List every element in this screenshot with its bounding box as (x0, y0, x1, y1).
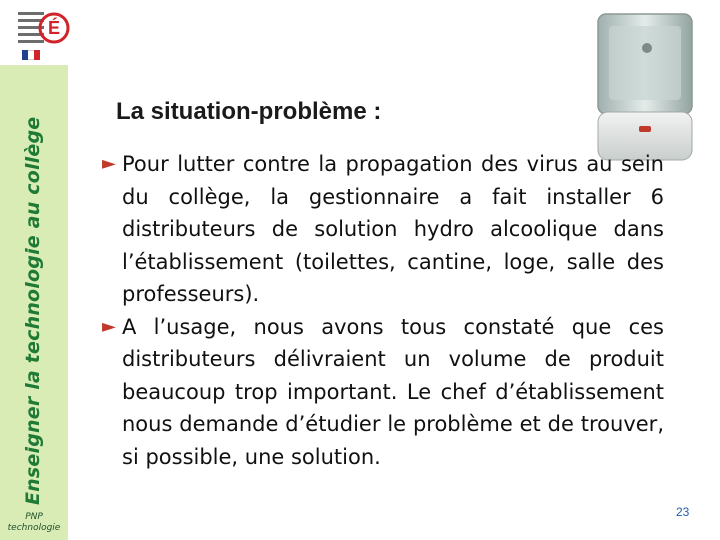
slide-body (102, 148, 664, 473)
bullet-text: Pour lutter contre la propagation des virus au sein du collège, la gestionnaire a fait installer 6 distributeurs de solution hydro alcoolique dans l’établissement (toilettes, cantine, loge, salle des professeurs). (122, 152, 664, 306)
french-flag-icon (22, 50, 40, 60)
arrow-bullet-icon: ► (102, 153, 116, 174)
arrow-bullet-icon: ► (102, 315, 116, 337)
sidebar-title: Enseigner la technologie au collège (22, 116, 44, 505)
page-number: 23 (676, 505, 690, 519)
soap-dispenser-image (595, 8, 695, 168)
sidebar-footer-line2: technologie (7, 523, 61, 533)
sidebar-footer-line1: PNP (25, 512, 43, 522)
ministere-logo (8, 4, 70, 62)
education-e-icon (38, 12, 70, 44)
sidebar-footer (0, 512, 68, 534)
bullet-item (102, 311, 664, 474)
bullet-text: A l’usage, nous avons tous constaté que ces distributeurs délivraient un volume de produit beaucoup trop important. Le chef d’établissement nous demande d’étudier le problème et de trouver, si possible, une solution. (122, 314, 664, 469)
bullet-item (102, 148, 664, 311)
slide-title: La situation-problème : (116, 98, 382, 125)
svg-text:É: É (47, 18, 61, 38)
